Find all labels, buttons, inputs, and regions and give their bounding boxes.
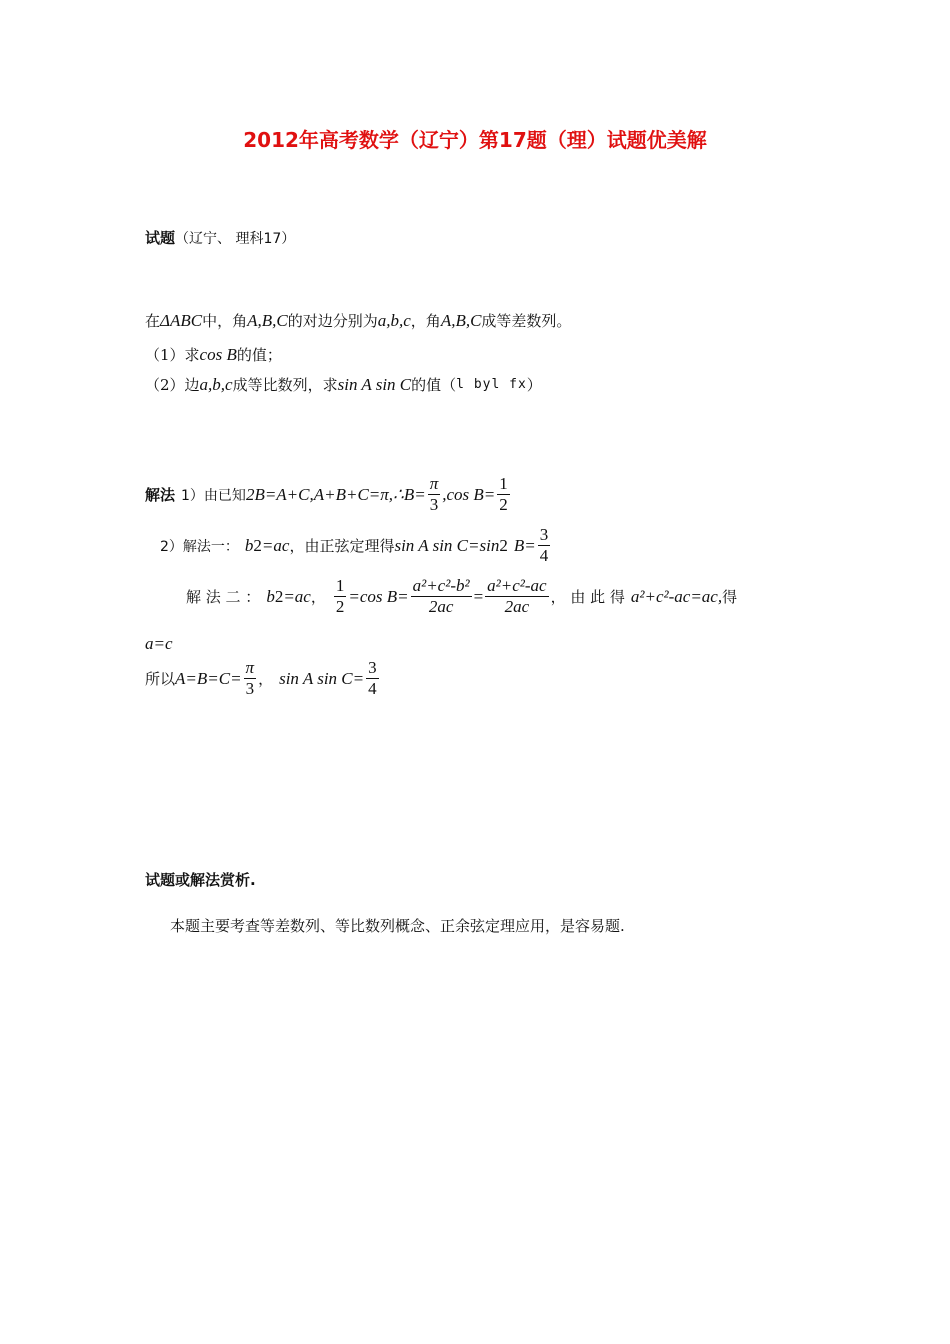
s2-expr2: sin A sin C=sin [394, 535, 500, 555]
frac-num: a²+c²-ac [487, 576, 547, 595]
p1-expr: cos B [199, 344, 237, 364]
q-text-1: 在 [145, 312, 161, 330]
frac-num: π [245, 658, 255, 677]
q-text-2: 中，角 [202, 312, 248, 330]
question-statement [145, 310, 571, 331]
q-text-3: 的对边分别为 [287, 312, 378, 330]
question-heading [145, 227, 295, 248]
frac-den: 2 [499, 495, 508, 514]
frac-num: 3 [539, 525, 549, 544]
s2-num: 2）解法一： [160, 538, 239, 555]
p2-post: 的值（ [411, 376, 457, 394]
s3-de: 得 [722, 588, 738, 606]
s3-frac-sub [485, 576, 548, 617]
solution-step-3 [186, 576, 737, 617]
s3-b: b [266, 586, 275, 606]
s2-mid: ，由正弦定理得 [289, 537, 395, 555]
frac-den: 2 [335, 597, 345, 616]
p2-code: l byl fx [456, 377, 527, 392]
s2-sup: 2 [253, 535, 262, 555]
s2-b: b [244, 535, 254, 555]
q-angles-2: A,B,C [440, 310, 482, 330]
s4-frac-pi-3 [244, 658, 257, 699]
s1-expr: 2B=A+C,A+B+C=π,∴B= [245, 484, 426, 504]
s4-expr2: sin A sin C= [279, 668, 365, 688]
q-sides: a,b,c [377, 310, 411, 330]
s1-expr2: ,cos B= [442, 484, 496, 504]
frac-den: 2ac [504, 597, 530, 616]
solution-step-1 [145, 474, 512, 515]
s3-sup: 2 [274, 586, 284, 606]
p2-pre: （2）边 [145, 376, 200, 394]
s2-frac-3-4 [538, 525, 551, 566]
p1-pre: （1）求 [145, 346, 200, 364]
frac-num: π [429, 474, 439, 493]
question-part-2 [145, 374, 542, 395]
q-triangle: ΔABC [160, 310, 203, 330]
s3-result: a=c [145, 634, 173, 653]
solution-step-2 [160, 525, 552, 566]
question-source: （辽宁、 理科17） [175, 230, 296, 247]
s3-eq2: = [473, 586, 484, 606]
analysis-body: 本题主要考查等差数列、等比数列概念、正余弦定理应用，是容易题. [170, 917, 625, 935]
frac-den: 4 [539, 546, 549, 565]
q-text-4: ，角 [410, 312, 441, 330]
p2-close: ） [526, 376, 542, 394]
frac-num: 1 [335, 576, 345, 595]
s2-expr3: B= [513, 535, 536, 555]
frac-den: 2ac [428, 597, 454, 616]
p1-post: 的值； [236, 346, 282, 364]
s1-frac-1-2 [497, 474, 510, 515]
frac-num: 3 [368, 658, 377, 677]
s2-rest: =ac [261, 535, 290, 555]
solution-conclusion [145, 658, 381, 699]
p2-sides: a,b,c [199, 374, 233, 394]
analysis-heading: 试题或解法赏析. [145, 871, 256, 889]
s3-comma: ， [310, 588, 326, 606]
p2-mid: 成等比数列，求 [232, 376, 338, 394]
frac-den: 3 [245, 679, 255, 698]
question-part-1 [145, 344, 282, 365]
solution-label: 解法 [145, 486, 176, 504]
s3-expr4: a²+c²-ac=ac, [630, 586, 723, 606]
s4-frac-3-4 [366, 658, 379, 699]
question-label: 试题 [145, 229, 176, 247]
s3-post: ， 由 此 得 [550, 588, 625, 606]
frac-den: 4 [368, 679, 377, 698]
q-text-5: 成等差数列。 [481, 312, 572, 330]
s1-frac-pi-3 [428, 474, 441, 515]
s3-label: 解 法 二 ： [186, 588, 261, 606]
s3-eq: =cos B= [348, 586, 409, 606]
s4-comma: ， [258, 670, 274, 688]
s3-rest: =ac [283, 586, 311, 606]
frac-num: a²+c²-b² [412, 576, 470, 595]
s4-pre: 所以 [145, 670, 176, 688]
p2-expr: sin A sin C [337, 374, 412, 394]
s1-num: 1）由已知 [181, 487, 246, 504]
q-angles: A,B,C [247, 310, 288, 330]
frac-num: 1 [499, 474, 508, 493]
s3-frac-1-2 [334, 576, 347, 617]
s2-sup2: 2 [499, 535, 508, 555]
s3-frac-cos-law [411, 576, 472, 617]
page-title: 2012年高考数学（辽宁）第17题（理）试题优美解 [243, 128, 707, 152]
frac-den: 3 [429, 495, 439, 514]
s4-expr: A=B=C= [175, 668, 242, 688]
